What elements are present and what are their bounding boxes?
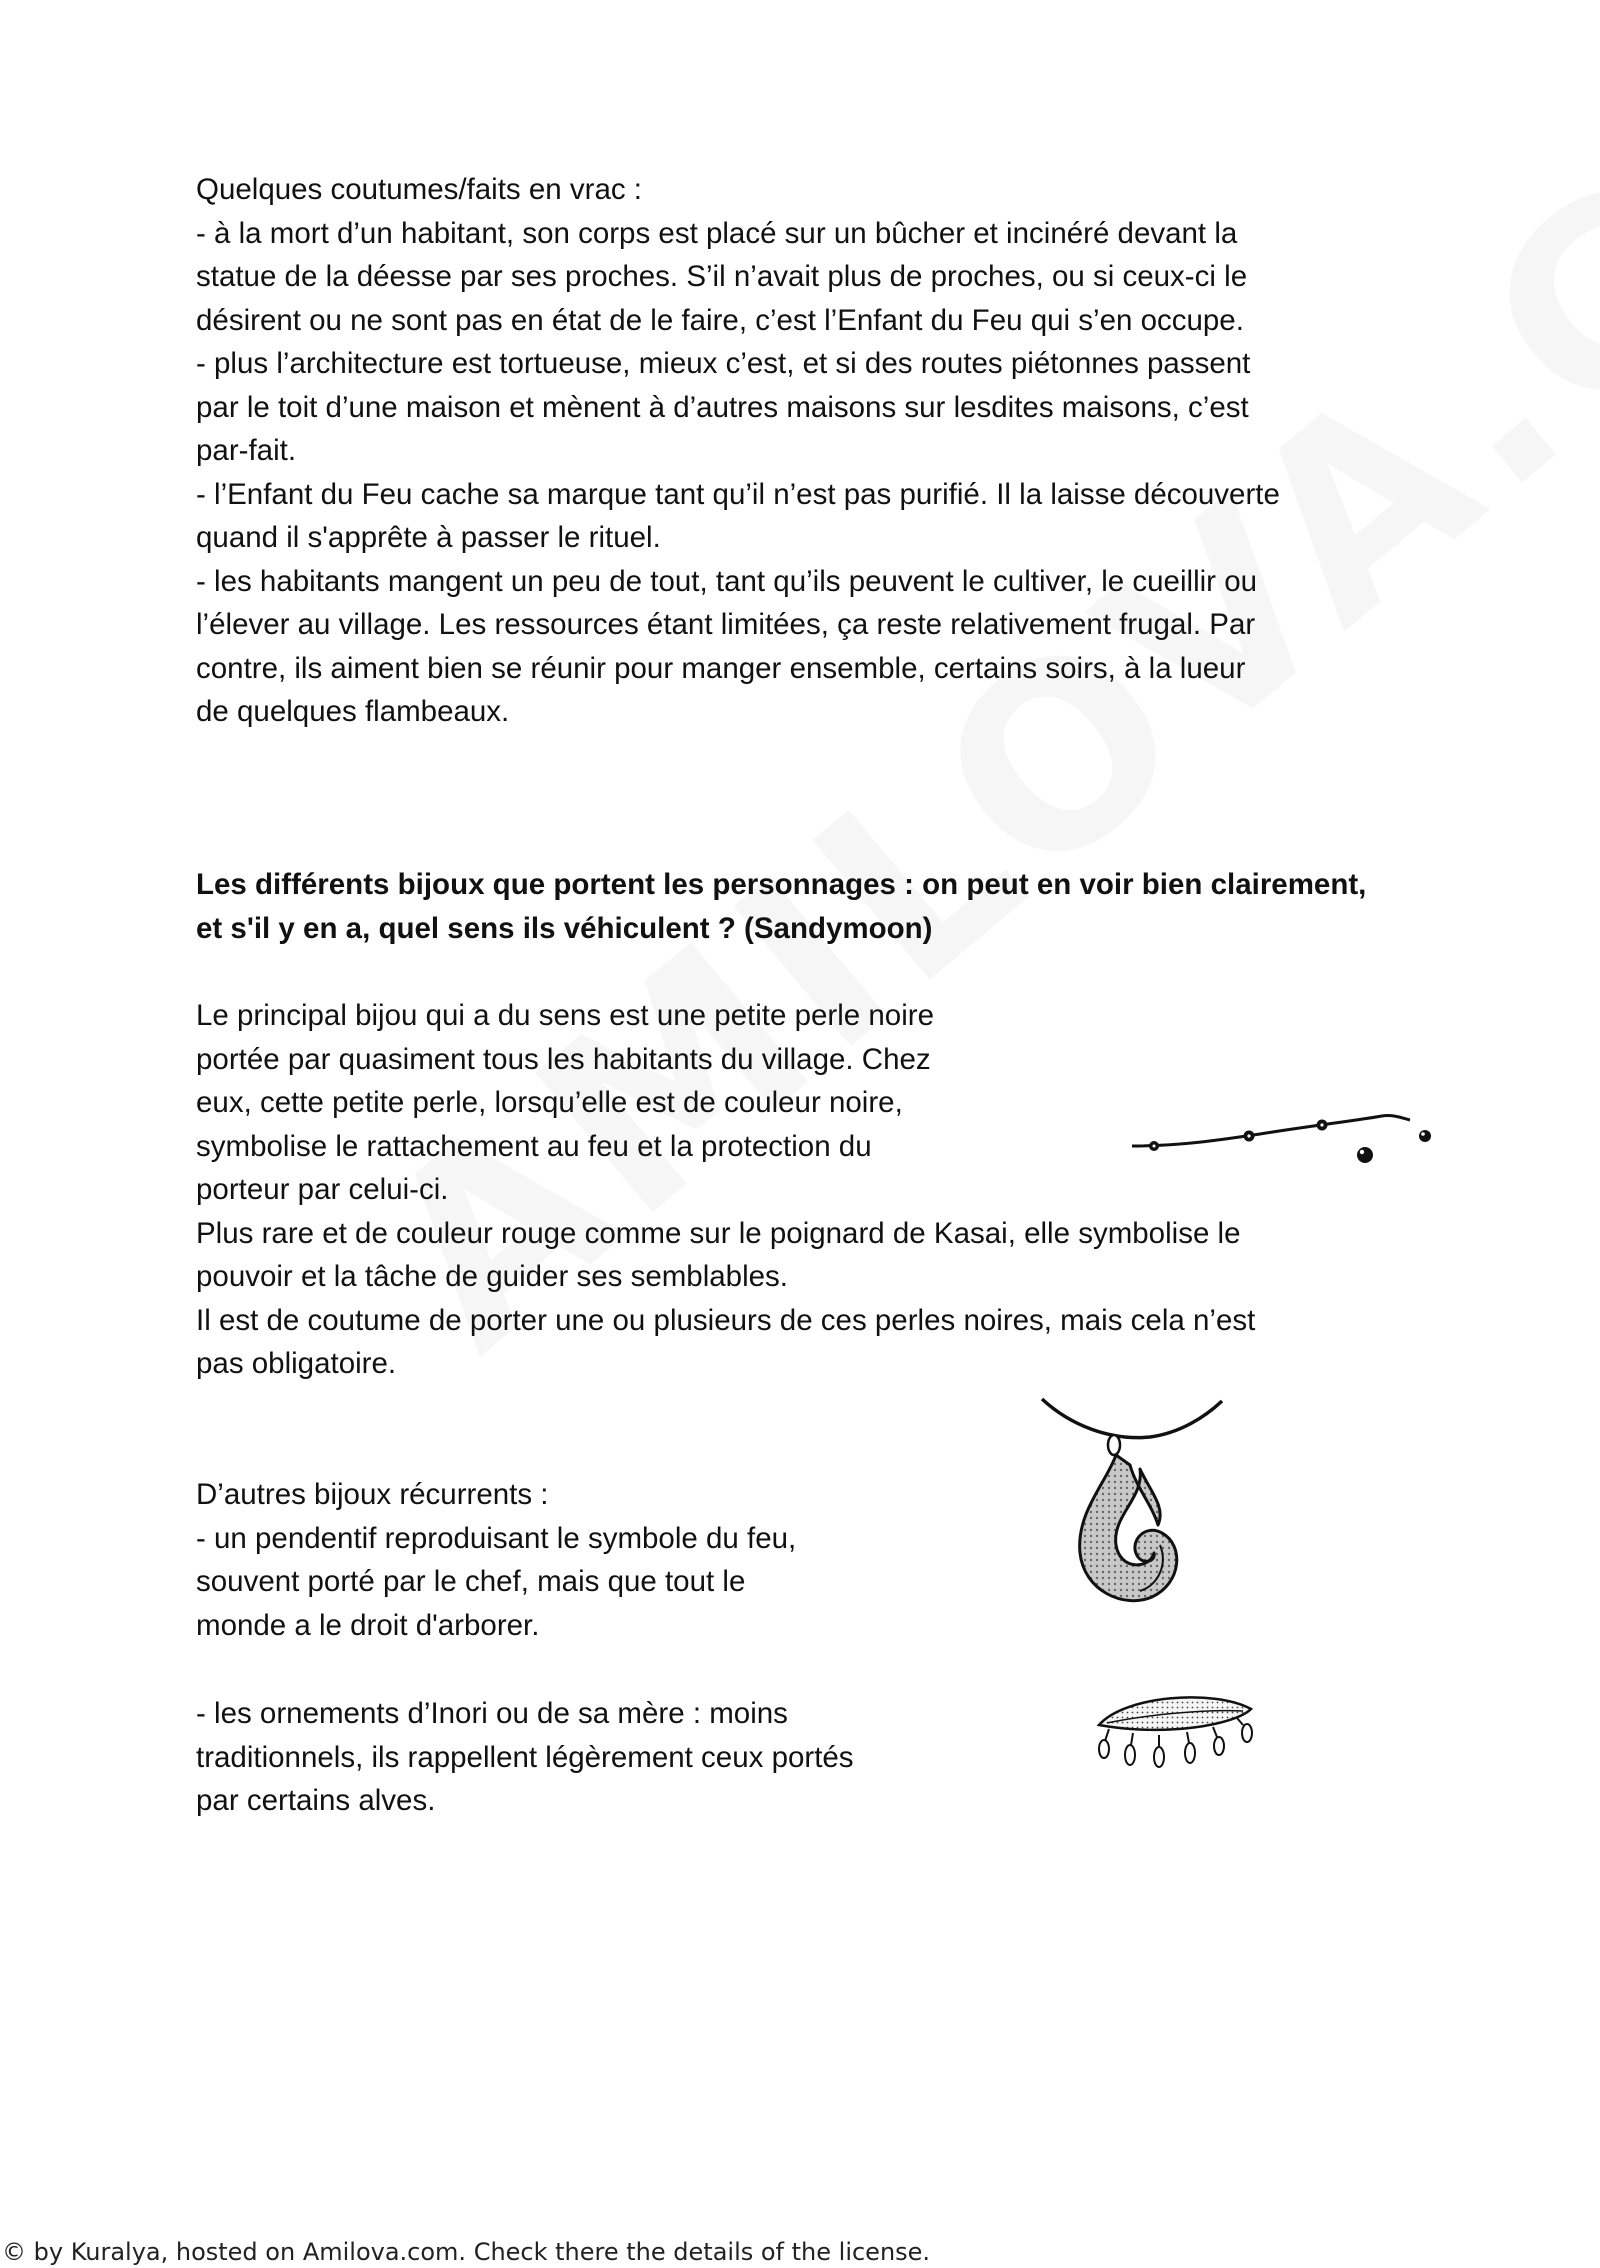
answer-line: Le principal bijou qui a du sens est une petite perle noire [196, 999, 934, 1032]
customs-line: Quelques coutumes/faits en vrac : [196, 173, 643, 206]
customs-line: - les habitants mangent un peu de tout, tant qu’ils peuvent le cultiver, le cueillir ou [196, 564, 1258, 598]
answer-line: Il est de coutume de porter une ou plusieurs de ces perles noires, mais cela n’est [196, 1303, 1256, 1337]
customs-line: - plus l’architecture est tortueuse, mieux c’est, et si des routes piétonnes passent [196, 347, 1251, 380]
bead-string-illustration [1120, 1100, 1450, 1180]
answer-section [196, 994, 1255, 1386]
customs-section [196, 168, 1280, 734]
customs-line: - l’Enfant du Feu cache sa marque tant qu’il n’est pas purifié. Il la laisse découverte [196, 477, 1280, 511]
question-section [196, 863, 1366, 950]
answer-line: pouvoir et la tâche de guider ses semblables. [196, 1260, 788, 1293]
ornaments-line: traditionnels, ils rappellent légèrement ceux portés [196, 1740, 854, 1774]
customs-line: l’élever au village. Les ressources étant limitées, ça reste relativement frugal. Par [196, 608, 1256, 641]
ornaments-line: par certains alves. [196, 1784, 436, 1817]
customs-line: - à la mort d’un habitant, son corps est placé sur un bûcher et incinéré devant la [196, 216, 1238, 250]
other-jewels-line: souvent porté par le chef, mais que tout le [196, 1565, 746, 1598]
other-jewels-line: - un pendentif reproduisant le symbole du feu, [196, 1521, 797, 1555]
ornaments-section [196, 1692, 854, 1823]
customs-line: par le toit d’une maison et mènent à d’autres maisons sur lesdites maisons, c’est [196, 390, 1249, 424]
copyright-footer: © by Kuralya, hosted on Amilova.com. Check there the details of the license. [2, 2238, 931, 2266]
answer-line: portée par quasiment tous les habitants du village. Chez [196, 1042, 931, 1076]
question-line: Les différents bijoux que portent les personnages : on peut en voir bien clairement, [196, 868, 1367, 901]
answer-line: pas obligatoire. [196, 1347, 397, 1380]
customs-line: désirent ou ne sont pas en état de le faire, c’est l’Enfant du Feu qui s’en occupe. [196, 303, 1244, 337]
answer-line: porteur par celui-ci. [196, 1173, 449, 1206]
answer-line: Plus rare et de couleur rouge comme sur le poignard de Kasai, elle symbolise le [196, 1216, 1241, 1250]
answer-line: symbolise le rattachement au feu et la protection du [196, 1129, 872, 1163]
ornaments-line: - les ornements d’Inori ou de sa mère : moins [196, 1697, 788, 1730]
ornament-headband-illustration [1085, 1685, 1265, 1785]
customs-line: de quelques flambeaux. [196, 695, 510, 728]
other-jewels-section [196, 1473, 796, 1647]
customs-line: contre, ils aiment bien se réunir pour manger ensemble, certains soirs, à la lueur [196, 651, 1246, 685]
customs-line: statue de la déesse par ses proches. S’il n’avait plus de proches, ou si ceux-ci le [196, 260, 1248, 293]
question-line: et s'il y en a, quel sens ils véhiculent ? (Sandymoon) [196, 911, 933, 945]
other-jewels-line: monde a le droit d'arborer. [196, 1608, 540, 1642]
customs-line: quand il s'apprête à passer le rituel. [196, 521, 661, 554]
fire-pendant-illustration [1040, 1395, 1230, 1640]
answer-line: eux, cette petite perle, lorsqu’elle est de couleur noire, [196, 1086, 903, 1119]
other-jewels-line: D’autres bijoux récurrents : [196, 1478, 549, 1511]
customs-line: par-fait. [196, 434, 297, 467]
